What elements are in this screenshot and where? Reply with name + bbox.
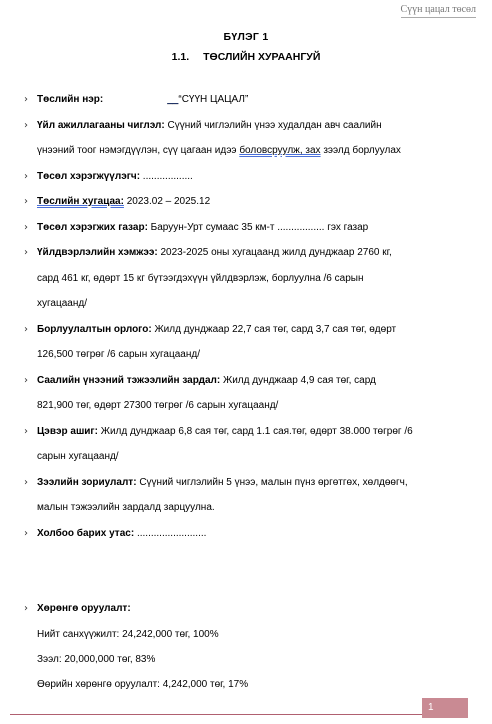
list-item-contact-phone: › Холбоо барих утас: ......................... bbox=[24, 521, 468, 547]
footer-divider bbox=[10, 714, 466, 715]
section-heading bbox=[0, 51, 492, 63]
chevron-right-icon: › bbox=[24, 323, 28, 335]
chevron-right-icon: › bbox=[24, 119, 28, 131]
list-item-location: › Төсөл хэрэгжих газар: Баруун-Урт сумаас 35 км-т ................. гэх газар bbox=[24, 215, 468, 241]
page-number: 1 bbox=[422, 698, 468, 718]
summary-list bbox=[24, 87, 468, 697]
chevron-right-icon: › bbox=[24, 170, 28, 182]
chevron-right-icon: › bbox=[24, 603, 28, 614]
list-item-loan-purpose: › Зээлийн зориулалт: Сүүний чиглэлийн 5 үнээ, малын пүнз өргөтгөх, хөлдөөгч, малын тэжээлийн зардалд зарцуулна. bbox=[24, 470, 468, 521]
section-title: ТӨСЛИЙН ХУРААНГУЙ bbox=[203, 51, 321, 63]
investment-own: Өөрийн хөрөнгө оруулалт: 4,242,000 төг, 17% bbox=[37, 678, 249, 690]
running-header: Сүүн цацал төсөл bbox=[401, 4, 476, 18]
chevron-right-icon: › bbox=[24, 425, 28, 437]
list-item-net-profit: › Цэвэр ашиг: Жилд дунджаар 6,8 сая төг, сард 1.1 сая.төг, өдөрт 38.000 төгрөг /6 сарын хугацаанд/ bbox=[24, 419, 468, 470]
chevron-right-icon: › bbox=[24, 476, 28, 488]
list-item-implementer: › Төсөл хэрэгжүүлэгч: .................. bbox=[24, 164, 468, 190]
list-item-investment: › Хөрөнгө оруулалт: bbox=[24, 596, 468, 622]
list-item-production: › Үйлдвэрлэлийн хэмжээ: 2023-2025 оны хугацаанд жилд дунджаар 2760 кг, сард 461 кг, өдөрт 15 кг бүтээгдэхүүн үйлдвэрлэж, борлуулна /6 сарын хугацаанд/ bbox=[24, 240, 468, 317]
chevron-right-icon: › bbox=[24, 527, 28, 539]
section-number: 1.1. bbox=[171, 51, 190, 63]
chevron-right-icon: › bbox=[24, 247, 28, 258]
list-item-feed-cost: › Саалийн үнээний тэжээлийн зардал: Жилд дунджаар 4,9 сая төг, сард 821,900 төг, өдөрт 27300 төгрөг /6 сарын хугацаанд/ bbox=[24, 368, 468, 419]
list-item-duration: › Төслийн хугацаа: 2023.02 – 2025.12 bbox=[24, 189, 468, 215]
chevron-right-icon: › bbox=[24, 374, 28, 386]
investment-loan: Зээл: 20,000,000 төг, 83% bbox=[37, 653, 156, 665]
list-item-project-name: › Төслийн нэр: __“СҮҮН ЦАЦАЛ” bbox=[24, 87, 468, 113]
chevron-right-icon: › bbox=[24, 196, 28, 207]
chevron-right-icon: › bbox=[24, 94, 28, 105]
list-item-activity: › Үйл ажиллагааны чиглэл: Сүүний чиглэлийн үнээ худалдан авч саалийн үнээний тоог нэмэгдүүлэн, сүү цагаан идээ боловсруулж, зах зээлд борлуулах bbox=[24, 113, 468, 164]
chevron-right-icon: › bbox=[24, 221, 28, 233]
list-item-revenue: › Борлуулалтын орлого: Жилд дунджаар 22,7 сая төг, сард 3,7 сая төг, өдөрт 126,500 төгрөг /6 сарын хугацаанд/ bbox=[24, 317, 468, 368]
investment-total: Нийт санхүүжилт: 24,242,000 төг, 100% bbox=[37, 628, 219, 640]
chapter-heading: БҮЛЭГ 1 bbox=[223, 31, 269, 43]
